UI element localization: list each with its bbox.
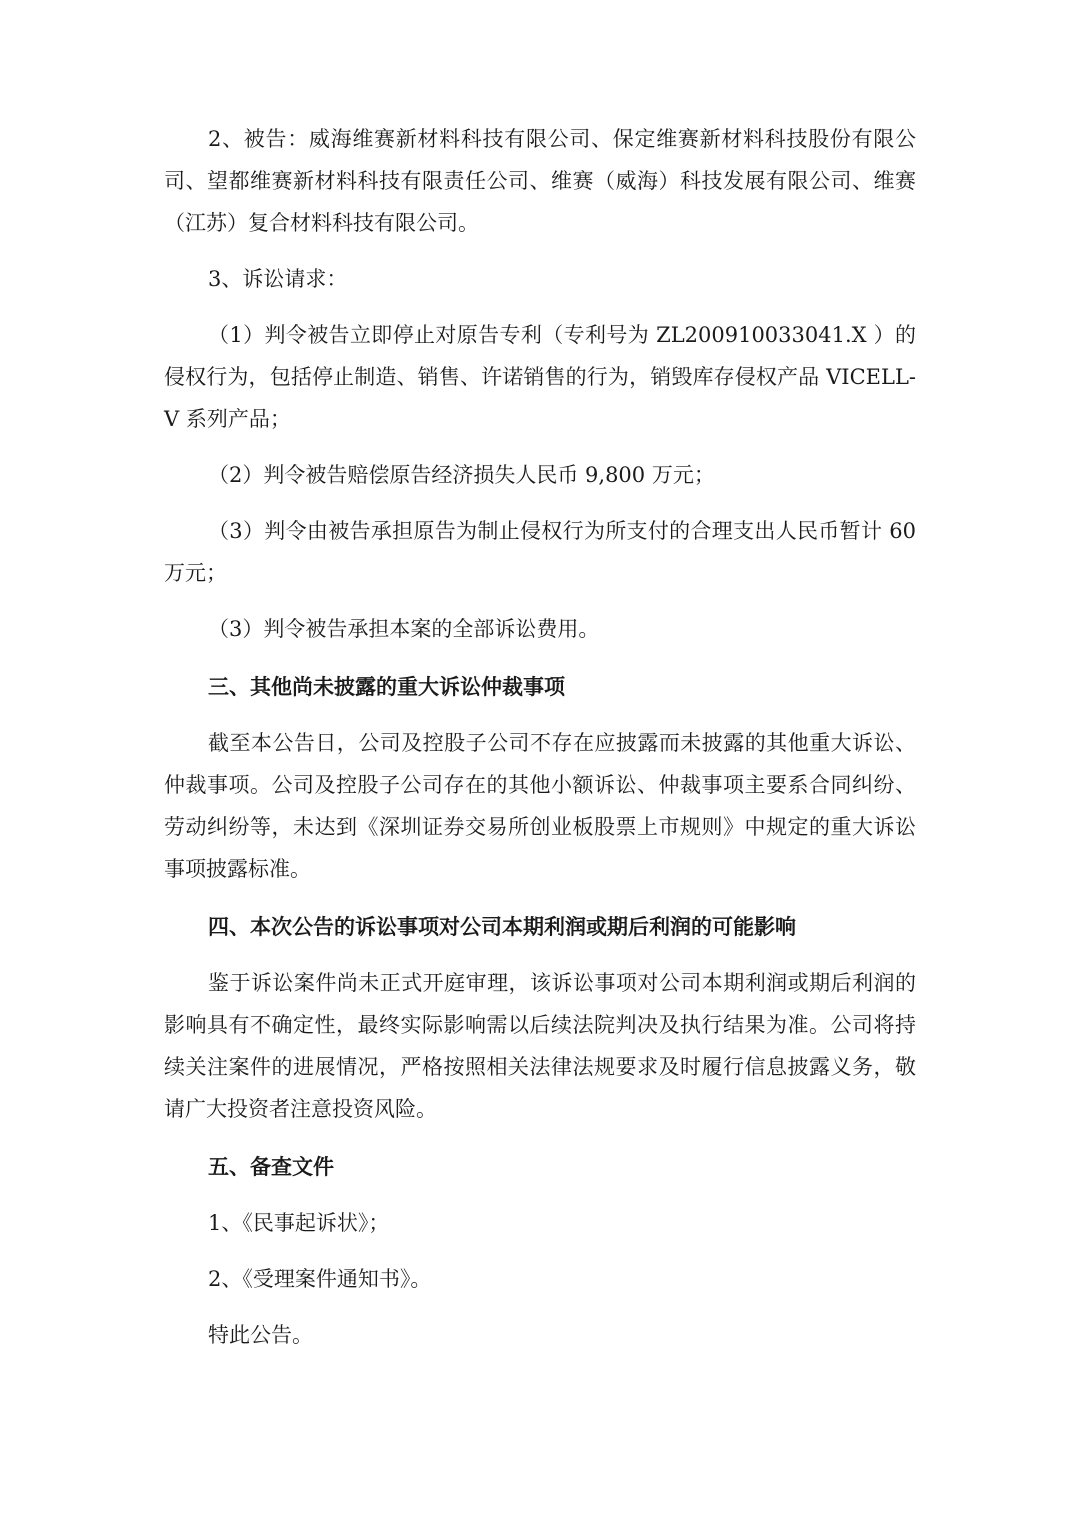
impact-paragraph: 鉴于诉讼案件尚未正式开庭审理，该诉讼事项对公司本期利润或期后利润的影响具有不确定性，最终实际影响需以后续法院判决及执行结果为准。公司将持续关注案件的进展情况，严格按照相关法律法规要求及时履行信息披露义务，敬请广大投资者注意投资风险。 (164, 971, 916, 1121)
claims-label: 3、诉讼请求： (208, 267, 348, 291)
other-litigation-paragraph: 截至本公告日，公司及控股子公司不存在应披露而未披露的其他重大诉讼、仲裁事项。公司及控股子公司存在的其他小额诉讼、仲裁事项主要系合同纠纷、劳动纠纷等，未达到《深圳证券交易所创业板股票上市规则》中规定的重大诉讼事项披露标准。 (164, 731, 916, 881)
defendants-paragraph: 2、被告：威海维赛新材料科技有限公司、保定维赛新材料科技股份有限公司、望都维赛新材料科技有限责任公司、维赛（威海）科技发展有限公司、维赛（江苏）复合材料科技有限公司。 (164, 127, 916, 235)
document-page (164, 118, 916, 1356)
section-heading-4: 四、本次公告的诉讼事项对公司本期利润或期后利润的可能影响 (208, 915, 796, 939)
reference-doc-1: 1、《民事起诉状》； (208, 1211, 390, 1235)
claim-item-4: （3）判令被告承担本案的全部诉讼费用。 (208, 617, 600, 641)
section-heading-5: 五、备查文件 (208, 1155, 334, 1179)
section-heading-3: 三、其他尚未披露的重大诉讼仲裁事项 (208, 675, 565, 699)
claim-item-3: （3）判令由被告承担原告为制止侵权行为所支付的合理支出人民币暂计 60 万元； (164, 519, 916, 585)
claim-item-1: （1）判令被告立即停止对原告专利（专利号为 ZL200910033041.X ）的侵权行为，包括停止制造、销售、许诺销售的行为，销毁库存侵权产品 VICELL-V 系列产品； (164, 323, 916, 431)
closing-statement: 特此公告。 (208, 1323, 313, 1347)
reference-doc-2: 2、《受理案件通知书》。 (208, 1267, 432, 1291)
claim-item-2: （2）判令被告赔偿原告经济损失人民币 9,800 万元； (208, 463, 715, 487)
